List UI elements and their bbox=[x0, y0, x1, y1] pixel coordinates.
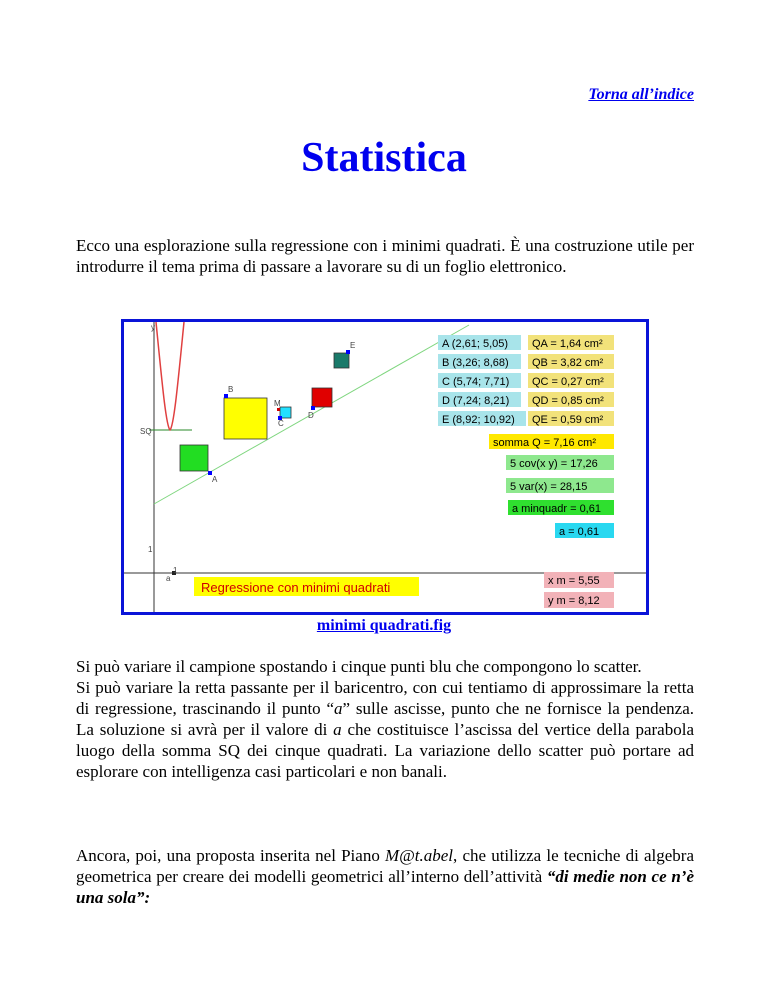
label-one-x: 1 bbox=[173, 566, 178, 575]
point-m bbox=[277, 408, 280, 411]
var-text: 5 var(x) = 28,15 bbox=[510, 481, 588, 493]
area-qa: QA = 1,64 cm² bbox=[532, 338, 603, 350]
point-b[interactable] bbox=[224, 394, 228, 398]
coord-b: B (3,26; 8,68) bbox=[442, 357, 509, 369]
aminq-text: a minquadr = 0,61 bbox=[512, 503, 601, 515]
p4-text-1: Ancora, poi, una proposta inserita nel Piano bbox=[76, 846, 385, 865]
p3-a-quoted: a bbox=[334, 699, 343, 718]
cov-text: 5 cov(x y) = 17,26 bbox=[510, 458, 598, 470]
label-b: B bbox=[228, 385, 234, 394]
p3-text-1: Si può variare la retta passante per il baricentro, con cui tentiamo di approssimare la retta di regressione, trascinando il punto “ bbox=[76, 678, 694, 718]
label-one-y: 1 bbox=[148, 545, 153, 554]
square-areas bbox=[528, 335, 614, 426]
p4-text-2: , che utilizza le tecniche di algebra geometrica per creare dei modelli geometrici all’interno dell’attività bbox=[76, 846, 694, 886]
point-e[interactable] bbox=[346, 350, 350, 354]
square-qa bbox=[180, 445, 208, 471]
label-sq: SQ bbox=[140, 427, 152, 436]
area-qe: QE = 0,59 cm² bbox=[532, 414, 604, 426]
ym-text: y m = 8,12 bbox=[548, 595, 600, 607]
label-m: M bbox=[274, 399, 281, 408]
label-a: A bbox=[212, 475, 218, 484]
xm-text: x m = 5,55 bbox=[548, 575, 600, 587]
p3-text-3: che costituisce l’ascissa del vertice della parabola luogo della somma SQ dei cinque quadrati. La variazione dello scatter può portare ad esplorare con intelligenza casi particolari e non banali. bbox=[76, 720, 694, 781]
figure-canvas bbox=[124, 322, 646, 612]
label-a-axis: a bbox=[166, 574, 171, 583]
coord-e: E (8,92; 10,92) bbox=[442, 414, 515, 426]
paragraph-plan bbox=[76, 845, 694, 908]
coord-a: A (2,61; 5,05) bbox=[442, 338, 509, 350]
page-title: Statistica bbox=[301, 135, 467, 181]
label-d: D bbox=[308, 411, 314, 420]
coordinate-labels bbox=[438, 335, 526, 426]
square-qb bbox=[224, 398, 267, 439]
figure-caption-link[interactable]: minimi quadrati.fig bbox=[316, 617, 452, 634]
banner-text: Regressione con minimi quadrati bbox=[201, 580, 391, 595]
coord-d: D (7,24; 8,21) bbox=[442, 395, 510, 407]
label-c: C bbox=[278, 419, 284, 428]
p4-activity: “di medie non ce n’è una sola”: bbox=[76, 867, 694, 907]
area-qd: QD = 0,85 cm² bbox=[532, 395, 604, 407]
point-d[interactable] bbox=[311, 406, 315, 410]
area-qc: QC = 0,27 cm² bbox=[532, 376, 604, 388]
p3-text-2: ” sulle ascisse, punto che ne fornisce la pendenza. La soluzione si avrà per il valore di bbox=[76, 699, 694, 739]
paragraph-sample: Si può variare il campione spostando i cinque punti blu che compongono lo scatter. bbox=[76, 657, 642, 676]
paragraph-regression bbox=[76, 677, 694, 782]
p3-a-var: a bbox=[333, 720, 342, 739]
sum-text: somma Q = 7,16 cm² bbox=[493, 437, 597, 449]
intro-paragraph: Ecco una esplorazione sulla regressione con i minimi quadrati. È una costruzione utile per introdurre il tema prima di passare a lavorare su di un foglio elettronico. bbox=[76, 236, 694, 276]
sq-parabola bbox=[156, 322, 184, 430]
area-qb: QB = 3,82 cm² bbox=[532, 357, 604, 369]
label-y: y bbox=[151, 323, 155, 332]
a-text: a = 0,61 bbox=[559, 526, 600, 538]
back-to-index-link[interactable]: Torna all’indice bbox=[588, 86, 694, 103]
coord-c: C (5,74; 7,71) bbox=[442, 376, 510, 388]
least-squares-figure[interactable] bbox=[121, 319, 649, 615]
label-e: E bbox=[350, 341, 356, 350]
p4-plan: M@t.abel bbox=[384, 846, 454, 865]
square-qd bbox=[312, 388, 332, 407]
square-qe bbox=[334, 353, 349, 368]
